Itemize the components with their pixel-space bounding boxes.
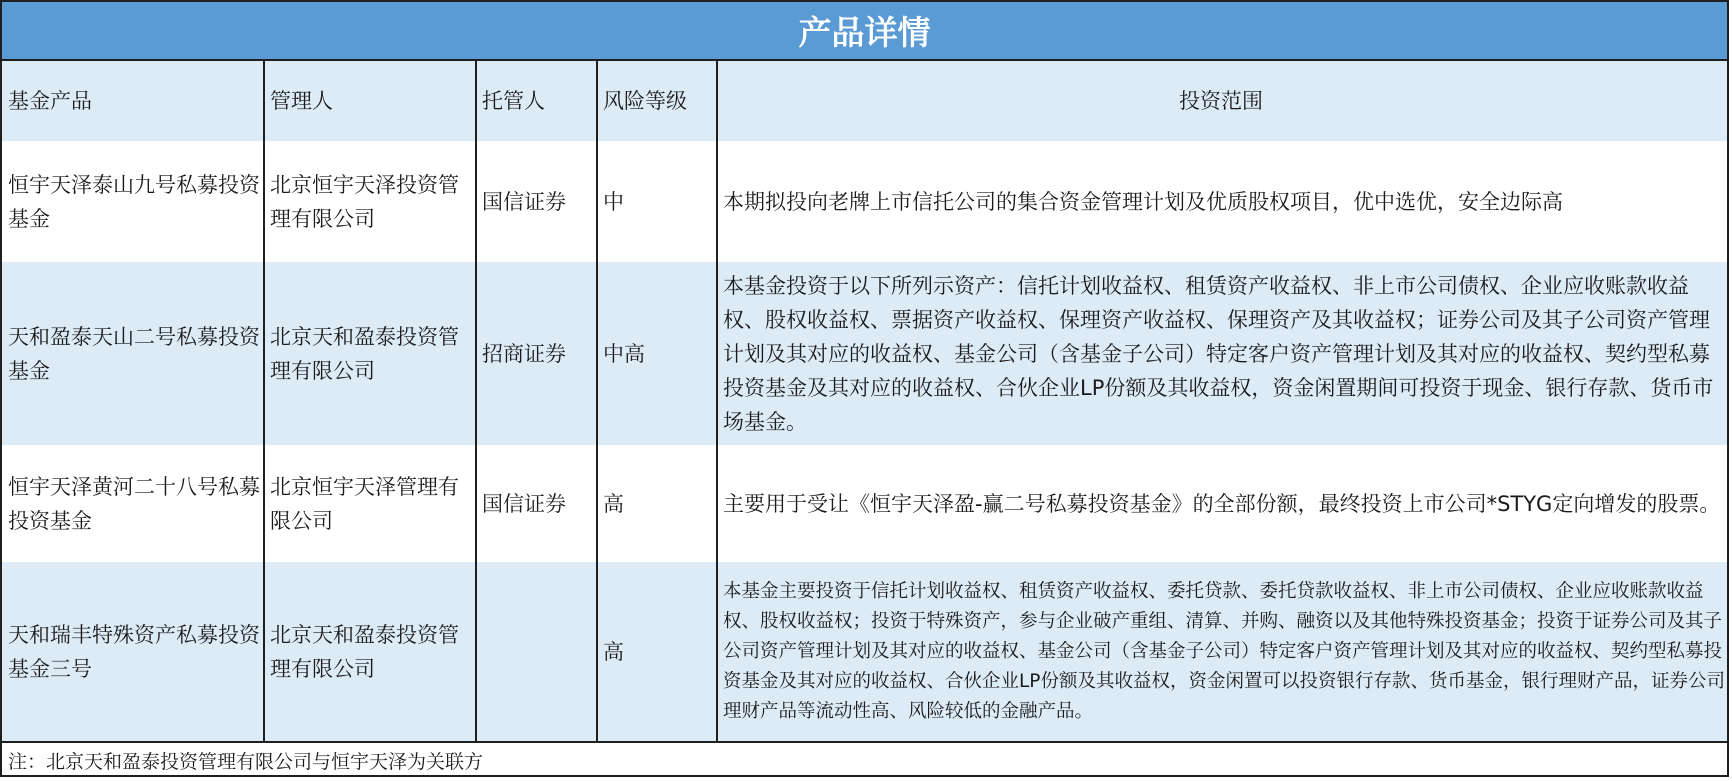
risk-level: 中 — [603, 189, 624, 214]
column-divider — [716, 61, 718, 742]
fund-name: 恒宇天泽黄河二十八号私募投资基金 — [8, 474, 260, 533]
header-fund: 基金产品 — [8, 89, 92, 113]
header-custodian: 托管人 — [482, 89, 545, 113]
risk-level: 中高 — [603, 341, 645, 366]
footnote: 注：北京天和盈泰投资管理有限公司与恒宇天泽为关联方 — [8, 751, 484, 773]
manager-name: 北京恒宇天泽管理有限公司 — [270, 474, 459, 533]
custodian-name — [476, 562, 597, 742]
table-row — [2, 562, 1727, 742]
investment-scope: 主要用于受让《恒宇天泽盈-赢二号私募投资基金》的全部份额，最终投资上市公司*STYG定向增发的股票。 — [723, 491, 1721, 516]
investment-scope: 本期拟投向老牌上市信托公司的集合资金管理计划及优质股权项目，优中选优，安全边际高 — [723, 189, 1563, 214]
header-row — [2, 61, 1727, 141]
custodian-name: 国信证券 — [482, 189, 566, 214]
header-risk: 风险等级 — [603, 89, 687, 113]
header-manager: 管理人 — [270, 89, 333, 113]
custodian-name: 国信证券 — [482, 491, 566, 516]
column-divider — [475, 61, 477, 742]
risk-level: 高 — [603, 640, 624, 664]
custodian-name: 招商证券 — [482, 341, 566, 366]
row-divider — [2, 741, 1727, 743]
column-divider — [596, 61, 598, 742]
manager-name: 北京恒宇天泽投资管理有限公司 — [270, 172, 459, 231]
investment-scope: 本基金主要投资于信托计划收益权、租赁资产收益权、委托贷款、委托贷款收益权、非上市公司债权、企业应收账款收益权、股权收益权；投资于特殊资产，参与企业破产重组、清算、并购、融资以及其他特殊投资基金；投资于证券公司及其子公司资产管理计划及其对应的收益权、基金公司（含基金子公司）特定客户资产管理计划及其对应的收益权、契约型私募投资基金及其对应的收益权、合伙企业LP份额及其收益权，资金闲置可以投资银行存款、货币基金，银行理财产品，证券公司理财产品等流动性高、风险较低的金融产品。 — [723, 581, 1725, 722]
fund-name: 恒宇天泽泰山九号私募投资基金 — [8, 172, 260, 231]
fund-name: 天和瑞丰特殊资产私募投资基金三号 — [8, 623, 260, 681]
header-scope: 投资范围 — [1179, 89, 1263, 113]
manager-name: 北京天和盈泰投资管理有限公司 — [270, 324, 459, 383]
table-row — [2, 445, 1727, 562]
table-title: 产品详情 — [2, 2, 1727, 61]
table-row — [2, 141, 1727, 262]
fund-name: 天和盈泰天山二号私募投资基金 — [8, 324, 260, 383]
manager-name: 北京天和盈泰投资管理有限公司 — [270, 623, 459, 681]
table-row — [2, 262, 1727, 445]
investment-scope: 本基金投资于以下所列示资产：信托计划收益权、租赁资产收益权、非上市公司债权、企业应收账款收益权、股权收益权、票据资产收益权、保理资产收益权、保理资产及其收益权；证券公司及其子公司资产管理计划及其对应的收益权、基金公司（含基金子公司）特定客户资产管理计划及其对应的收益权、契约型私募投资基金及其对应的收益权、合伙企业LP份额及其收益权，资金闲置期间可投资于现金、银行存款、货币市场基金。 — [723, 273, 1714, 434]
column-divider — [263, 61, 265, 742]
risk-level: 高 — [603, 491, 624, 516]
